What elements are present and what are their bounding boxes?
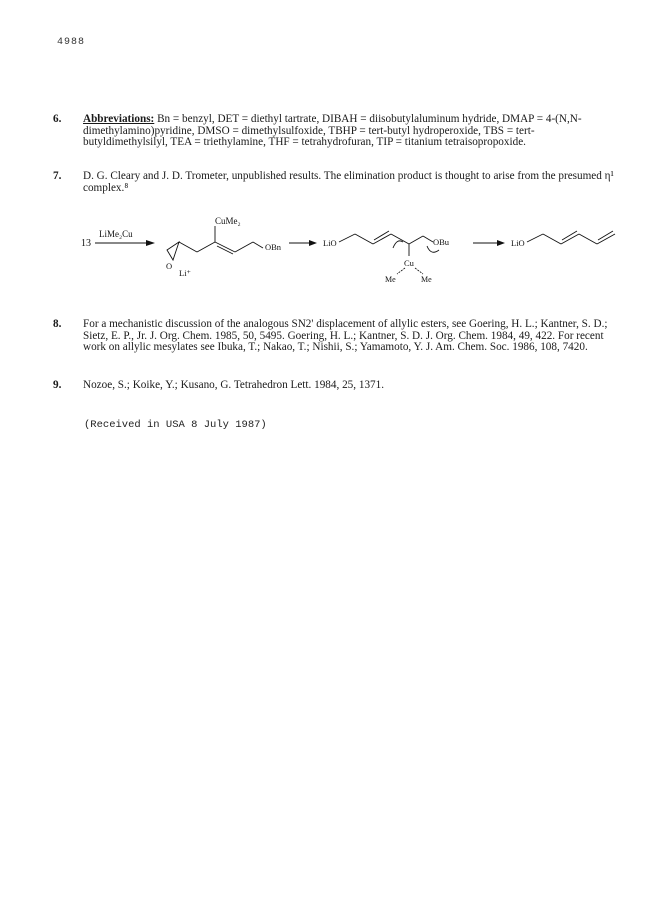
double-bond bbox=[562, 231, 577, 240]
lio-label: LiO bbox=[511, 238, 525, 248]
bond bbox=[253, 242, 263, 248]
arrow-head bbox=[146, 240, 155, 246]
bond bbox=[235, 242, 253, 252]
note-text: Bn = benzyl, DET = diethyl tartrate, DIBAH = diisobutylaluminum hydride, DMAP = 4-(N,N-dimethylamino)pyridine, DMSO = dimethylsulfoxide, TBHP = tert-butyl hydroperoxide, TBS = tert-butyldimethylsilyl, TEA = triethylamine, THF = tetrahydrofuran, TIP = titanium tetraisopropoxide. bbox=[83, 113, 582, 149]
double-bond bbox=[374, 231, 389, 240]
methyl-label: Me bbox=[421, 275, 432, 284]
epoxide-ring bbox=[167, 242, 179, 260]
bond bbox=[197, 242, 215, 252]
cu-label: Cu bbox=[404, 258, 414, 268]
bond bbox=[355, 234, 373, 244]
li-label: Li⁺ bbox=[179, 268, 192, 278]
scheme-reagent: LiMe₂Cu bbox=[99, 229, 133, 239]
bond bbox=[423, 236, 433, 242]
note-number: 9. bbox=[53, 379, 62, 391]
page-number: 4988 bbox=[57, 37, 86, 48]
note-number: 7. bbox=[53, 170, 62, 182]
curved-arrow bbox=[393, 241, 403, 248]
note-lead: Abbreviations: bbox=[83, 113, 155, 125]
bond bbox=[391, 234, 409, 244]
bond bbox=[397, 268, 405, 274]
note-body: D. G. Cleary and J. D. Trometer, unpublished results. The elimination product is thought to arise from the presumed η¹ complex.⁸ bbox=[83, 170, 614, 194]
methyl-label: Me bbox=[385, 275, 396, 284]
note-body: For a mechanistic discussion of the analogous SN2' displacement of allylic esters, see Goering, H. L.; Kantner, S. D.; Sietz, E. P., Jr. J. Org. Chem. 1985, 50, 5495. Goering, H. L.; Kantner, S. D. J. Org. Chem. 1984, 49, 422. For recent work on allylic mesylates see Ibuka, T.; Nakao, T.; Nishii, S.; Yamamoto, Y. J. Am. Chem. Soc. 1986, 108, 7420. bbox=[83, 318, 608, 354]
bond bbox=[339, 234, 355, 242]
oxygen-label: O bbox=[166, 261, 173, 271]
note-body bbox=[83, 114, 619, 149]
scheme-start-label: 13 bbox=[81, 238, 91, 249]
bond bbox=[415, 268, 423, 274]
arrow-head bbox=[497, 240, 505, 246]
reaction-scheme bbox=[75, 212, 635, 290]
note-body: Nozoe, S.; Koike, Y.; Kusano, G. Tetrahedron Lett. 1984, 25, 1371. bbox=[83, 379, 385, 391]
arrow-head bbox=[309, 240, 317, 246]
bond bbox=[543, 234, 561, 244]
note-number: 8. bbox=[53, 318, 62, 330]
lio-label: LiO bbox=[323, 238, 337, 248]
obu-label: OBu bbox=[433, 237, 450, 247]
bond bbox=[579, 234, 597, 244]
note-number: 6. bbox=[53, 113, 62, 125]
double-bond bbox=[598, 231, 613, 240]
bond bbox=[179, 242, 197, 252]
bond bbox=[527, 234, 543, 242]
cu-group-label: CuMe₂ bbox=[215, 216, 241, 226]
received-date: (Received in USA 8 July 1987) bbox=[84, 419, 267, 431]
bond bbox=[409, 236, 423, 244]
obn-label: OBn bbox=[265, 242, 282, 252]
